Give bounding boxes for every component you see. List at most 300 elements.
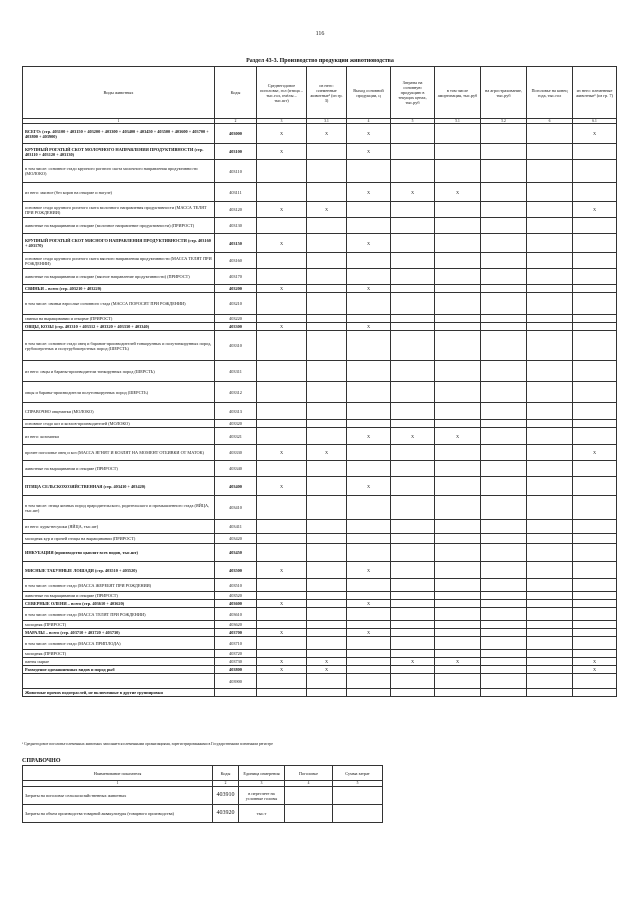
table-row (23, 269, 617, 285)
empty-cell (527, 534, 573, 544)
row-label: из него: мясное (без коров на откорме и нагуле) (23, 183, 215, 202)
row-code: 403720 (215, 650, 257, 658)
empty-cell (435, 477, 481, 496)
empty-cell (527, 689, 573, 697)
empty-cell (435, 331, 481, 361)
empty-cell (435, 496, 481, 520)
table-row (23, 629, 617, 637)
empty-cell (307, 520, 347, 534)
table-row (23, 621, 617, 629)
empty-cell (481, 144, 527, 160)
empty-cell (307, 477, 347, 496)
empty-cell (391, 253, 435, 269)
row-code: 403311 (215, 361, 257, 382)
reference-header: Сумма затрат (333, 766, 383, 781)
empty-cell (257, 293, 307, 315)
column-header: из него: племенные животные¹ (из гр. 7) (573, 67, 617, 119)
empty-cell (527, 445, 573, 461)
empty-cell (307, 285, 347, 293)
row-label: свиньи на выращивании и откорме (ПРИРОСТ) (23, 315, 215, 323)
empty-cell (435, 218, 481, 234)
row-code: 403520 (215, 592, 257, 600)
empty-cell (435, 285, 481, 293)
empty-cell (257, 621, 307, 629)
empty-cell (527, 331, 573, 361)
empty-cell (481, 637, 527, 650)
empty-cell (573, 592, 617, 600)
row-label: ПТИЦА СЕЛЬСКОХОЗЯЙСТВЕННАЯ (стр. 403410 + 403420) (23, 477, 215, 496)
column-number: 2 (213, 781, 239, 787)
empty-cell (527, 160, 573, 183)
row-label: из него: козоматки (23, 428, 215, 445)
empty-cell (257, 361, 307, 382)
empty-cell (527, 461, 573, 477)
empty-cell (307, 461, 347, 477)
empty-cell (435, 403, 481, 420)
empty-cell (307, 629, 347, 637)
empty-cell (257, 428, 307, 445)
x-mark: X (257, 477, 307, 496)
empty-cell (307, 637, 347, 650)
table-row (23, 579, 617, 592)
empty-cell (573, 160, 617, 183)
table-row (23, 183, 617, 202)
row-code: 403320 (215, 420, 257, 428)
row-code: 403120 (215, 202, 257, 218)
empty-cell (573, 315, 617, 323)
empty-cell (481, 361, 527, 382)
empty-cell (435, 579, 481, 592)
table-row (23, 445, 617, 461)
page-number: 116 (315, 31, 325, 37)
x-mark: X (391, 658, 435, 666)
x-mark: X (435, 183, 481, 202)
empty-cell (481, 477, 527, 496)
row-code: 403220 (215, 315, 257, 323)
empty-cell (391, 600, 435, 608)
x-mark: X (347, 600, 391, 608)
empty-cell (257, 496, 307, 520)
row-label: ВСЕГО: (стр. 403100 + 403150 + 403200 + 403300 + 403400 + 403450 + 403500 + 403600 + 403700 + 403800 + 403900) (23, 124, 215, 144)
row-code: 403411 (215, 520, 257, 534)
column-number: 5 (333, 781, 383, 787)
row-code: 403100 (215, 144, 257, 160)
empty-cell (307, 650, 347, 658)
row-label: в том числе: основное стадо овец и баранов-производителей тонкорунных и полутонкорунных пород, грубошерстных и полугрубошерстных пород (ШЕРСТЬ) (23, 331, 215, 361)
x-mark: X (347, 124, 391, 144)
x-mark: X (391, 428, 435, 445)
empty-cell (435, 445, 481, 461)
empty-cell (307, 323, 347, 331)
empty-cell (573, 269, 617, 285)
table-row (23, 403, 617, 420)
reference-table (22, 765, 383, 823)
empty-cell (573, 293, 617, 315)
row-label: молодняк кур и прочей птицы на выращивании (ПРИРОСТ) (23, 534, 215, 544)
empty-cell (481, 621, 527, 629)
row-label: КРУПНЫЙ РОГАТЫЙ СКОТ МОЛОЧНОГО НАПРАВЛЕНИЯ ПРОДУКТИВНОСТИ (стр. 403110 + 403120 + 403130) (23, 144, 215, 160)
empty-cell (527, 477, 573, 496)
row-label: Разведение одомашненных видов и пород рыб (23, 666, 215, 674)
empty-cell (435, 253, 481, 269)
empty-cell (481, 534, 527, 544)
x-mark: X (573, 445, 617, 461)
empty-cell (527, 403, 573, 420)
empty-cell (307, 592, 347, 600)
empty-cell (257, 382, 307, 403)
empty-cell (573, 253, 617, 269)
x-mark: X (307, 202, 347, 218)
empty-cell (391, 382, 435, 403)
empty-cell (573, 520, 617, 534)
empty-cell (435, 461, 481, 477)
empty-cell (391, 323, 435, 331)
x-mark: X (347, 629, 391, 637)
empty-cell (257, 331, 307, 361)
column-number: 3 (239, 781, 285, 787)
column-number: 4 (347, 119, 391, 124)
empty-cell (481, 544, 527, 562)
x-mark: X (573, 124, 617, 144)
row-label: МАРАЛЫ – всего (стр. 403710 + 403720 + 403730) (23, 629, 215, 637)
row-label: в том числе: птица яичных пород прародительского, родительского и промышленного стада (ЯЙЦА, тыс.шт) (23, 496, 215, 520)
empty-cell (573, 477, 617, 496)
empty-cell (257, 403, 307, 420)
row-label: основное стадо крупного рогатого скота мясного направления продуктивности (МАССА ТЕЛЯТ ПРИ РОЖДЕНИИ) (23, 253, 215, 269)
reference-header: Поголовье (285, 766, 333, 781)
empty-cell (573, 403, 617, 420)
table-row (23, 689, 617, 697)
row-code: 403800 (215, 666, 257, 674)
empty-cell (257, 269, 307, 285)
empty-cell (527, 520, 573, 534)
empty-cell (391, 269, 435, 285)
table-row (23, 218, 617, 234)
table-row (23, 285, 617, 293)
empty-cell (481, 689, 527, 697)
empty-cell (285, 805, 333, 823)
row-label: в том числе: основное стадо (МАССА ЖЕРЕБЯТ ПРИ РОЖДЕНИИ) (23, 579, 215, 592)
empty-cell (307, 315, 347, 323)
empty-cell (527, 650, 573, 658)
empty-cell (527, 253, 573, 269)
empty-cell (481, 269, 527, 285)
empty-cell (257, 461, 307, 477)
empty-cell (573, 496, 617, 520)
empty-cell (435, 520, 481, 534)
empty-cell (527, 293, 573, 315)
empty-cell (573, 650, 617, 658)
empty-cell (481, 331, 527, 361)
column-number: 2 (215, 119, 257, 124)
table-row (23, 600, 617, 608)
empty-cell (391, 144, 435, 160)
empty-cell (307, 689, 347, 697)
reference-unit: в пересчете на условные головы (239, 787, 285, 805)
x-mark: X (435, 658, 481, 666)
empty-cell (435, 650, 481, 658)
empty-cell (435, 315, 481, 323)
empty-cell (573, 674, 617, 689)
empty-cell (573, 420, 617, 428)
empty-cell (391, 621, 435, 629)
empty-cell (435, 637, 481, 650)
empty-cell (527, 361, 573, 382)
row-label: животные на выращивании и откорме (мясное направление продуктивности) (ПРИРОСТ) (23, 269, 215, 285)
table-row (23, 293, 617, 315)
x-mark: X (573, 202, 617, 218)
table-row (23, 361, 617, 382)
empty-cell (481, 183, 527, 202)
table-row (23, 323, 617, 331)
empty-cell (573, 637, 617, 650)
row-code: 403700 (215, 629, 257, 637)
empty-cell (257, 608, 307, 621)
x-mark: X (257, 629, 307, 637)
empty-cell (481, 124, 527, 144)
empty-cell (391, 629, 435, 637)
empty-cell (481, 445, 527, 461)
x-mark: X (347, 183, 391, 202)
empty-cell (347, 445, 391, 461)
empty-cell (527, 183, 573, 202)
empty-cell (481, 218, 527, 234)
x-mark: X (257, 234, 307, 253)
empty-cell (391, 689, 435, 697)
empty-cell (347, 403, 391, 420)
column-header: Затраты на основную продукцию в текущих ценах, тыс.руб (391, 67, 435, 119)
empty-cell (307, 621, 347, 629)
empty-cell (481, 658, 527, 666)
empty-cell (391, 562, 435, 579)
empty-cell (347, 361, 391, 382)
empty-cell (527, 658, 573, 666)
empty-cell (347, 496, 391, 520)
x-mark: X (307, 445, 347, 461)
empty-cell (573, 621, 617, 629)
empty-cell (347, 420, 391, 428)
empty-cell (527, 621, 573, 629)
empty-cell (307, 234, 347, 253)
empty-cell (481, 608, 527, 621)
empty-cell (435, 420, 481, 428)
column-number: 1 (23, 781, 213, 787)
column-header: Виды животных (23, 67, 215, 119)
row-code: 403170 (215, 269, 257, 285)
empty-cell (307, 269, 347, 285)
empty-cell (435, 160, 481, 183)
column-number: 5.1 (435, 119, 481, 124)
row-label: молодняк (ПРИРОСТ) (23, 650, 215, 658)
empty-cell (527, 420, 573, 428)
row-label: СЕВЕРНЫЕ ОЛЕНИ – всего (стр. 403610 + 403620) (23, 600, 215, 608)
row-code: 403321 (215, 428, 257, 445)
empty-cell (435, 608, 481, 621)
header-row (23, 67, 617, 119)
row-code: 403500 (215, 562, 257, 579)
x-mark: X (347, 285, 391, 293)
row-code: 403313 (215, 403, 257, 420)
empty-cell (573, 689, 617, 697)
empty-cell (481, 428, 527, 445)
empty-cell (527, 234, 573, 253)
empty-cell (285, 787, 333, 805)
empty-cell (307, 600, 347, 608)
empty-cell (347, 461, 391, 477)
empty-cell (347, 315, 391, 323)
empty-cell (481, 323, 527, 331)
table-row (23, 234, 617, 253)
empty-cell (307, 218, 347, 234)
table-row (23, 544, 617, 562)
empty-cell (257, 218, 307, 234)
reference-row (23, 805, 383, 823)
row-code: 403400 (215, 477, 257, 496)
row-label: в том числе: основное стадо (МАССА ТЕЛЯТ ПРИ РОЖДЕНИИ) (23, 608, 215, 621)
empty-cell (391, 637, 435, 650)
empty-cell (347, 666, 391, 674)
column-header: Среднегодовое поголовье, гол (птица – тыс.гол, пчёлы – тыс.шт) (257, 67, 307, 119)
empty-cell (527, 562, 573, 579)
empty-cell (307, 160, 347, 183)
empty-cell (527, 600, 573, 608)
row-label: основное стадо крупного рогатого скота молочного направления продуктивности (МАССА ТЕЛЯТ ПРИ РОЖДЕНИИ) (23, 202, 215, 218)
row-label: КРУПНЫЙ РОГАТЫЙ СКОТ МЯСНОГО НАПРАВЛЕНИЯ ПРОДУКТИВНОСТИ (стр. 403160 + 403170) (23, 234, 215, 253)
reference-name: Затраты на объем производства товарной аквакультуры (товарного производства) (23, 805, 213, 823)
empty-cell (347, 520, 391, 534)
empty-cell (573, 428, 617, 445)
reference-header: Коды (213, 766, 239, 781)
row-code: 403730 (215, 658, 257, 666)
table-row (23, 666, 617, 674)
empty-cell (481, 520, 527, 534)
table-row (23, 592, 617, 600)
row-label: животные на выращивании и откорме (молочное направление продуктивности) (ПРИРОСТ) (23, 218, 215, 234)
empty-cell (307, 608, 347, 621)
row-code: 403210 (215, 293, 257, 315)
table-row (23, 637, 617, 650)
row-code: 403340 (215, 461, 257, 477)
empty-cell (573, 382, 617, 403)
table-row (23, 202, 617, 218)
empty-cell (435, 323, 481, 331)
reference-unit: тыс.т (239, 805, 285, 823)
x-mark: X (347, 234, 391, 253)
column-header: в том числе амортизация, тыс.руб (435, 67, 481, 119)
empty-cell (307, 403, 347, 420)
empty-cell (257, 253, 307, 269)
empty-cell (527, 496, 573, 520)
table-row (23, 608, 617, 621)
table-row (23, 315, 617, 323)
empty-cell (573, 608, 617, 621)
empty-cell (391, 666, 435, 674)
empty-cell (347, 331, 391, 361)
empty-cell (347, 658, 391, 666)
empty-cell (573, 234, 617, 253)
x-mark: X (257, 144, 307, 160)
empty-cell (573, 361, 617, 382)
empty-cell (435, 124, 481, 144)
empty-cell (333, 805, 383, 823)
row-label: Животные прочих подотраслей, не включенные в другие группировки (23, 689, 215, 697)
empty-cell (435, 534, 481, 544)
empty-cell (307, 579, 347, 592)
empty-cell (391, 331, 435, 361)
x-mark: X (257, 202, 307, 218)
empty-cell (435, 562, 481, 579)
empty-cell (347, 160, 391, 183)
empty-cell (347, 608, 391, 621)
x-mark: X (257, 124, 307, 144)
row-code: 403300 (215, 323, 257, 331)
empty-cell (307, 183, 347, 202)
empty-cell (527, 323, 573, 331)
empty-cell (347, 621, 391, 629)
row-label (23, 674, 215, 689)
empty-cell (527, 666, 573, 674)
empty-cell (257, 579, 307, 592)
x-mark: X (257, 445, 307, 461)
empty-cell (527, 382, 573, 403)
column-number: 3.1 (307, 119, 347, 124)
empty-cell (391, 124, 435, 144)
table-row (23, 562, 617, 579)
column-number: 6 (527, 119, 573, 124)
empty-cell (347, 674, 391, 689)
empty-cell (527, 592, 573, 600)
row-label: в том числе: свиньи взрослые основного стада (МАССА ПОРОСЯТ ПРИ РОЖДЕНИИ) (23, 293, 215, 315)
empty-cell (527, 579, 573, 592)
row-code: 403130 (215, 218, 257, 234)
empty-cell (527, 428, 573, 445)
row-label: из него: куры-несушки (ЯЙЦА, тыс.шт) (23, 520, 215, 534)
row-code: 403510 (215, 579, 257, 592)
row-code: 403900 (215, 674, 257, 689)
column-number: 1 (23, 119, 215, 124)
column-header: Выход основной продукции, ц (347, 67, 391, 119)
empty-cell (527, 629, 573, 637)
row-label: панты сырые (23, 658, 215, 666)
x-mark: X (257, 562, 307, 579)
empty-cell (573, 562, 617, 579)
empty-cell (307, 534, 347, 544)
empty-cell (307, 331, 347, 361)
empty-cell (391, 496, 435, 520)
empty-cell (573, 218, 617, 234)
empty-cell (391, 218, 435, 234)
x-mark: X (347, 428, 391, 445)
row-code: 403200 (215, 285, 257, 293)
empty-cell (391, 361, 435, 382)
empty-cell (307, 544, 347, 562)
empty-cell (391, 403, 435, 420)
row-code: 403450 (215, 544, 257, 562)
row-label: СПРАВОЧНО овцематки (МОЛОКО) (23, 403, 215, 420)
empty-cell (573, 183, 617, 202)
row-label: молодняк (ПРИРОСТ) (23, 621, 215, 629)
x-mark: X (573, 666, 617, 674)
table-row (23, 477, 617, 496)
empty-cell (435, 544, 481, 562)
empty-cell (481, 562, 527, 579)
empty-cell (307, 674, 347, 689)
row-code (215, 689, 257, 697)
empty-cell (347, 544, 391, 562)
empty-cell (391, 160, 435, 183)
empty-cell (257, 544, 307, 562)
empty-cell (391, 285, 435, 293)
